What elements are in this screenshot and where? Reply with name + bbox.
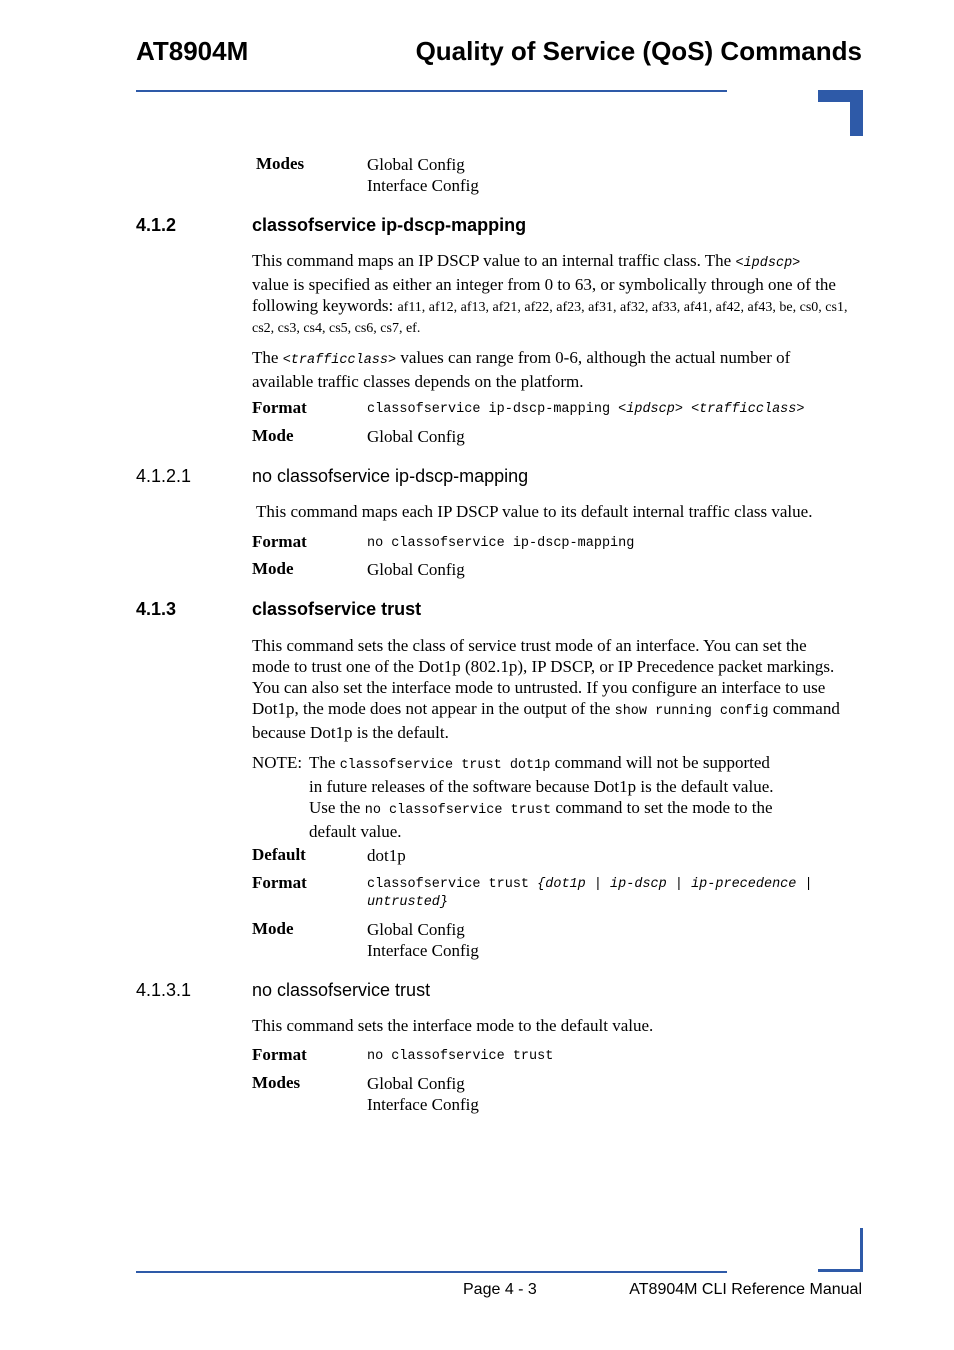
code-argument: <ipdscp> <box>735 256 801 271</box>
text-line: mode to trust one of the Dot1p (802.1p), IP DSCP, or IP Precedence packet markings. <box>252 657 835 676</box>
modes-label: Modes <box>252 1073 301 1092</box>
text-run: following keywords: <box>252 296 398 315</box>
text-line: available traffic classes depends on the platform. <box>252 372 584 391</box>
inline-code: classofservice trust dot1p <box>339 758 551 773</box>
section-number: 4.1.2 <box>136 215 177 235</box>
text-run: The <box>309 753 340 772</box>
mode-label: Mode <box>252 426 294 445</box>
section-paragraph <box>252 347 864 392</box>
command-arguments: <ipdscp> <trafficclass> <box>618 402 805 417</box>
subsection-number: 4.1.3.1 <box>136 980 192 1000</box>
modes-value: Interface Config <box>367 176 479 195</box>
format-label: Format <box>252 532 307 551</box>
mode-label: Mode <box>252 559 294 578</box>
text-run: Use the <box>309 798 365 817</box>
format-label: Format <box>252 873 307 892</box>
mode-label: Mode <box>252 919 294 938</box>
section-paragraph: This command sets the interface mode to the default value. <box>252 1016 654 1035</box>
code-argument: <trafficclass> <box>282 353 397 368</box>
mode-value: Global Config <box>367 560 465 579</box>
format-command: no classofservice trust <box>367 1049 554 1064</box>
mode-value: Global Config <box>367 1074 465 1093</box>
command-arguments: untrusted} <box>367 895 449 910</box>
text-run: Dot1p, the mode does not appear in the output of the <box>252 699 615 718</box>
format-command <box>367 401 805 419</box>
header-chapter-title: Quality of Service (QoS) Commands <box>415 36 862 66</box>
footer-corner-mark-horizontal <box>818 1269 863 1272</box>
keyword-list: cs2, cs3, cs4, cs5, cs6, cs7, ef. <box>252 321 421 336</box>
footer-corner-mark <box>860 1228 863 1272</box>
mode-value: Global Config <box>367 920 465 939</box>
section-title: classofservice trust <box>252 599 422 619</box>
footer-page-number: Page 4 - 3 <box>463 1281 537 1298</box>
footer-rule <box>136 1271 727 1273</box>
section-paragraph <box>252 635 864 743</box>
section-number: 4.1.3 <box>136 599 177 619</box>
text-run: command <box>768 699 840 718</box>
default-label: Default <box>252 845 306 864</box>
footer-manual-title: AT8904M CLI Reference Manual <box>629 1281 862 1298</box>
subsection-title: no classofservice trust <box>252 980 431 1000</box>
section-title: classofservice ip-dscp-mapping <box>252 215 527 235</box>
format-command: no classofservice ip-dscp-mapping <box>367 536 635 551</box>
format-label: Format <box>252 398 307 417</box>
section-paragraph: This command maps each IP DSCP value to its default internal traffic class value. <box>256 502 813 521</box>
mode-value: Interface Config <box>367 941 479 960</box>
inline-code: show running config <box>614 704 769 719</box>
text-line: This command sets the class of service trust mode of an interface. You can set the <box>252 636 807 655</box>
header-rule <box>136 90 727 92</box>
format-label: Format <box>252 1045 307 1064</box>
header-corner-mark-vertical <box>850 90 863 136</box>
text-run: values can range from 0-6, although the actual number of <box>396 348 791 367</box>
text-line: because Dot1p is the default. <box>252 723 449 742</box>
note-body <box>309 752 869 842</box>
keyword-list: af11, af12, af13, af21, af22, af23, af31, af32, af33, af41, af42, af43, be, cs0, cs1, <box>397 300 848 315</box>
command-arguments: {dot1p | ip-dscp | ip-precedence | <box>537 877 813 892</box>
text-run: command will not be supported <box>550 753 770 772</box>
header-product: AT8904M <box>136 36 249 66</box>
format-command <box>367 876 813 912</box>
text-run: This command maps an IP DSCP value to an internal traffic class. The <box>252 251 736 270</box>
text-line: You can also set the interface mode to untrusted. If you configure an interface to use <box>252 678 826 697</box>
text-line: value is specified as either an integer from 0 to 63, or symbolically through one of the <box>252 275 836 294</box>
command-text: classofservice ip-dscp-mapping <box>367 402 619 417</box>
modes-value: Global Config <box>367 155 465 174</box>
subsection-title: no classofservice ip-dscp-mapping <box>252 466 529 486</box>
default-value: dot1p <box>367 846 406 865</box>
subsection-number: 4.1.2.1 <box>136 466 192 486</box>
inline-code: no classofservice trust <box>364 803 552 818</box>
section-paragraph <box>252 250 864 339</box>
text-run: The <box>252 348 283 367</box>
note-label: NOTE: <box>252 753 303 772</box>
text-line: default value. <box>309 822 402 841</box>
mode-value: Global Config <box>367 427 465 446</box>
mode-value: Interface Config <box>367 1095 479 1114</box>
text-line: in future releases of the software because Dot1p is the default value. <box>309 777 774 796</box>
command-text: classofservice trust <box>367 877 538 892</box>
text-run: command to set the mode to the <box>551 798 773 817</box>
modes-label: Modes <box>256 154 305 173</box>
